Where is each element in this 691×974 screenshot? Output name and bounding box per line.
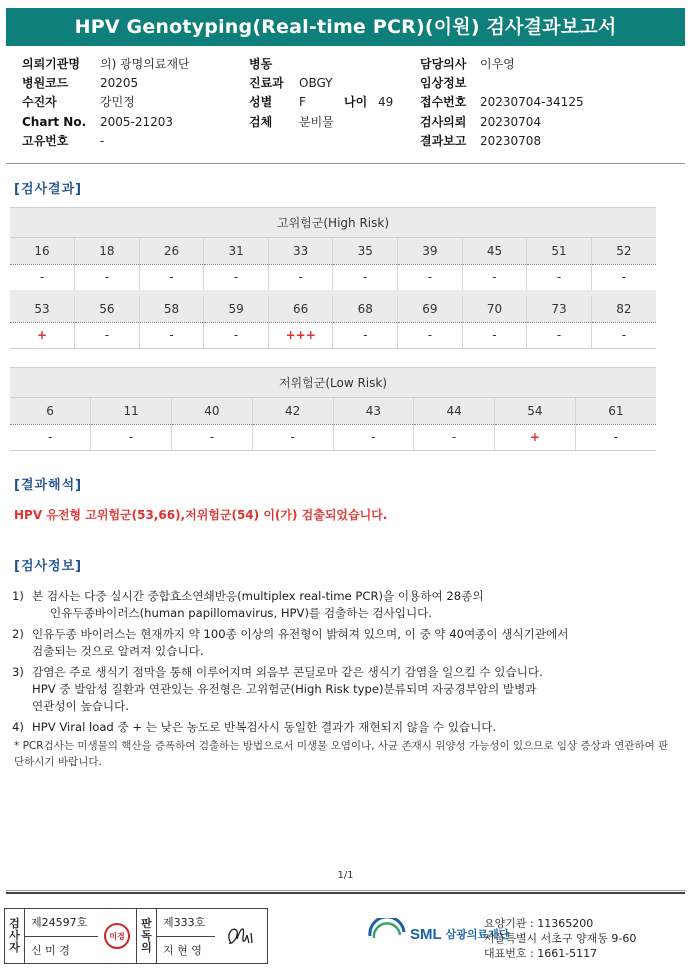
high-risk-results-row — [10, 264, 656, 290]
examiner-name: 신 미 경 — [31, 943, 70, 957]
confirmer-license: 제333호 — [157, 909, 215, 937]
interpretation-text: HPV 유전형 고위험군(53,66),저위험군(54) 이(가) 검출되었습니다. — [14, 508, 388, 522]
doctor-label: 담당의사 — [420, 57, 467, 71]
recipient-value: 강민정 — [100, 95, 135, 109]
sex-value: F — [299, 95, 306, 109]
result-cell: - — [10, 264, 75, 290]
examiner-license: 제24597호 — [25, 909, 98, 937]
institution-value: 의) 광명의료재단 — [100, 57, 190, 71]
high-risk-results-row — [10, 322, 656, 348]
confirmer-label: 판 독 의 — [137, 909, 157, 963]
result-cell: - — [91, 424, 172, 450]
genotype-cell: 42 — [252, 398, 333, 424]
org-info — [484, 916, 636, 961]
high-risk-title: 고위험군(High Risk) — [10, 208, 656, 238]
hospital-code-value: 20205 — [100, 76, 139, 90]
genotype-cell: 31 — [204, 238, 269, 264]
request-label: 검사의뢰 — [420, 115, 467, 129]
note-item — [12, 664, 672, 715]
dept-value: OBGY — [299, 76, 333, 90]
sml-logo-icon — [366, 918, 408, 950]
result-cell: + — [10, 322, 75, 348]
signature-icon — [221, 921, 261, 951]
high-risk-types-row — [10, 238, 656, 264]
result-cell: - — [10, 424, 91, 450]
result-cell: - — [333, 424, 414, 450]
note-line: 인유두종바이러스(human papillomavirus, HPV)를 검출하는 검사입니다. — [50, 606, 433, 620]
genotype-cell: 56 — [75, 296, 140, 322]
genotype-cell: 33 — [268, 238, 333, 264]
note-number: 1) — [12, 589, 24, 603]
genotype-cell: 53 — [10, 296, 75, 322]
genotype-cell: 58 — [139, 296, 204, 322]
result-cell: - — [268, 264, 333, 290]
sex-label: 성별 — [249, 95, 273, 109]
result-cell: - — [204, 264, 269, 290]
examiner-block — [5, 909, 137, 963]
note-line: 감염은 주로 생식기 점막을 통해 이루어지며 외음부 콘딜로마 같은 생식기 감염을 일으킬 수 있습니다. — [32, 665, 543, 679]
genotype-cell: 40 — [172, 398, 253, 424]
genotype-cell: 44 — [414, 398, 495, 424]
confirmer-name: 지 현 영 — [163, 943, 202, 957]
test-info-notes — [12, 588, 672, 740]
genotype-cell: 11 — [91, 398, 172, 424]
ward-label: 병동 — [249, 57, 273, 71]
note-line: 연관성이 높습니다. — [32, 699, 129, 713]
result-cell: - — [414, 424, 495, 450]
pcr-footnote: * PCR검사는 미생물의 핵산을 증폭하여 검출하는 방법으로서 미생물 오염이나, 사균 존재시 위양성 가능성이 있으므로 임상 증상과 연관하여 판단하시기 바랍니다. — [14, 740, 669, 768]
note-line: HPV 중 발암성 질환과 연관있는 유전형은 고위험군(High Risk type)분류되며 자궁경부암의 발병과 — [32, 682, 537, 696]
result-cell: - — [172, 424, 253, 450]
result-cell: + — [495, 424, 576, 450]
result-cell: - — [462, 322, 527, 348]
examiner-label: 검 사 자 — [5, 909, 25, 963]
genotype-cell: 45 — [462, 238, 527, 264]
note-number: 2) — [12, 627, 24, 641]
result-cell: - — [75, 322, 140, 348]
result-cell: - — [398, 322, 463, 348]
specimen-value: 분비물 — [299, 115, 334, 129]
note-number: 4) — [12, 720, 24, 734]
low-risk-types-row — [10, 398, 656, 424]
results-section-title: [검사결과] — [14, 182, 83, 197]
result-cell: - — [333, 322, 398, 348]
report-value: 20230708 — [480, 134, 542, 148]
org-code: 요양기관 : 11365200 — [484, 917, 594, 930]
result-cell: - — [575, 424, 656, 450]
genotype-cell: 43 — [333, 398, 414, 424]
receipt-value: 20230704-34125 — [480, 95, 584, 109]
age-label: 나이 — [344, 95, 368, 109]
genotype-cell: 6 — [10, 398, 91, 424]
result-cell: - — [139, 322, 204, 348]
chart-label: Chart No. — [22, 115, 87, 129]
result-cell: - — [462, 264, 527, 290]
result-cell: - — [333, 264, 398, 290]
note-item — [12, 588, 672, 622]
high-risk-types-row — [10, 296, 656, 322]
genotype-cell: 51 — [527, 238, 592, 264]
org-address: 서울특별시 서초구 양재동 9-60 — [484, 932, 637, 945]
result-cell: - — [591, 264, 656, 290]
bottom-divider — [6, 890, 685, 894]
note-line: 검출되는 것으로 알려져 있습니다. — [32, 644, 204, 658]
low-risk-table — [10, 367, 656, 451]
institution-label: 의뢰기관명 — [22, 57, 80, 71]
genotype-cell: 54 — [495, 398, 576, 424]
doctor-value: 이우영 — [480, 57, 515, 71]
specimen-label: 검체 — [249, 115, 273, 129]
report-title: HPV Genotyping(Real-time PCR)(이원) 검사결과보고서 — [6, 8, 685, 46]
low-risk-title: 저위험군(Low Risk) — [10, 368, 656, 398]
genotype-cell: 39 — [398, 238, 463, 264]
genotype-cell: 70 — [462, 296, 527, 322]
result-cell: +++ — [268, 322, 333, 348]
genotype-cell: 73 — [527, 296, 592, 322]
genotype-cell: 16 — [10, 238, 75, 264]
note-line: 본 검사는 다중 실시간 중합효소연쇄반응(multiplex real-time PCR)을 이용하여 28종의 — [32, 589, 484, 603]
recipient-label: 수진자 — [22, 95, 57, 109]
report-label: 결과보고 — [420, 134, 467, 148]
confirmer-block — [137, 909, 267, 963]
high-risk-table — [10, 207, 656, 349]
note-line: 인유두종 바이러스는 현재까지 약 100종 이상의 유전형이 밝혀져 있으며, 이 중 약 40여종이 생식기관에서 — [32, 627, 569, 641]
genotype-cell: 69 — [398, 296, 463, 322]
genotype-cell: 66 — [268, 296, 333, 322]
unique-label: 고유번호 — [22, 134, 69, 148]
genotype-cell: 82 — [591, 296, 656, 322]
genotype-cell: 35 — [333, 238, 398, 264]
result-cell: - — [252, 424, 333, 450]
genotype-cell: 26 — [139, 238, 204, 264]
chart-value: 2005-21203 — [100, 115, 174, 129]
receipt-label: 접수번호 — [420, 95, 467, 109]
logo-text: SML — [410, 925, 442, 943]
org-phone: 대표번호 : 1661-5117 — [484, 947, 598, 960]
divider — [6, 163, 685, 164]
note-number: 3) — [12, 665, 24, 679]
result-cell: - — [398, 264, 463, 290]
low-risk-results-row — [10, 424, 656, 450]
age-value: 49 — [378, 95, 394, 109]
genotype-cell: 52 — [591, 238, 656, 264]
result-cell: - — [527, 322, 592, 348]
result-cell: - — [75, 264, 140, 290]
clinical-label: 임상정보 — [420, 76, 467, 90]
genotype-cell: 61 — [575, 398, 656, 424]
result-cell: - — [527, 264, 592, 290]
dept-label: 진료과 — [249, 76, 284, 90]
note-line: HPV Viral load 중 + 는 낮은 농도로 반복검사시 동일한 결과가 재현되지 않을 수 있습니다. — [32, 720, 497, 734]
hospital-code-label: 병원코드 — [22, 76, 69, 90]
genotype-cell: 68 — [333, 296, 398, 322]
page-number: 1/1 — [337, 870, 354, 881]
result-cell: - — [204, 322, 269, 348]
result-cell: - — [591, 322, 656, 348]
genotype-cell: 59 — [204, 296, 269, 322]
request-value: 20230704 — [480, 115, 542, 129]
test-info-section-title: [검사정보] — [14, 559, 83, 574]
note-item — [12, 719, 672, 736]
org-name: 삼광의료재단 — [445, 928, 510, 941]
result-cell: - — [139, 264, 204, 290]
seal-stamp-icon: 미경 — [104, 923, 130, 949]
note-item — [12, 626, 672, 660]
interpretation-section-title: [결과해석] — [14, 478, 83, 493]
genotype-cell: 18 — [75, 238, 140, 264]
signature-box — [4, 908, 268, 964]
unique-value: - — [100, 134, 105, 148]
